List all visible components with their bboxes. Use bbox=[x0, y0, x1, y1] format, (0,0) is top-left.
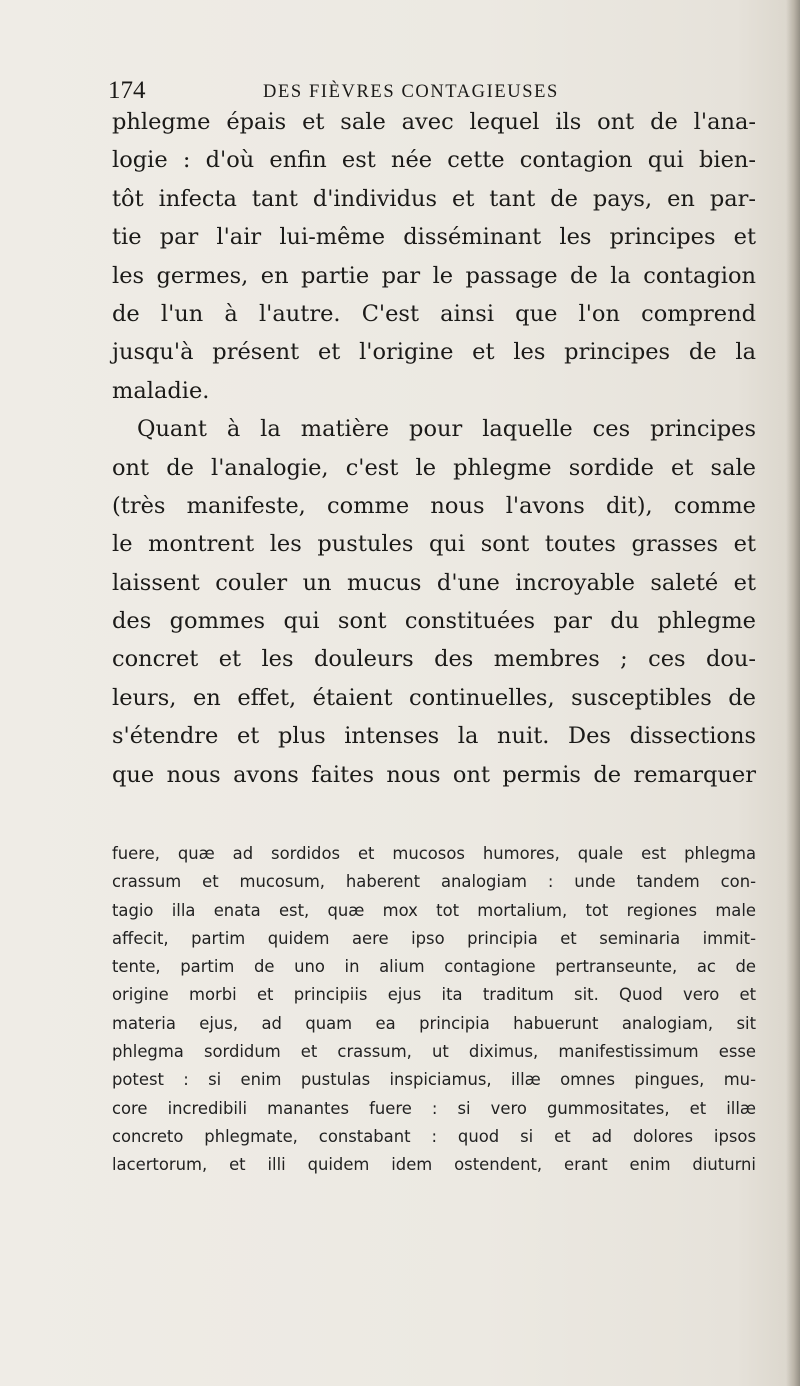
page-edge-shadow bbox=[786, 0, 800, 1386]
french-translation-text bbox=[112, 103, 756, 794]
latin-original-text bbox=[112, 840, 756, 1180]
french-line: les germes, en partie par le passage de la contagion bbox=[112, 262, 756, 289]
french-line: des gommes qui sont constituées par du phlegme bbox=[112, 608, 756, 635]
french-line: tie par l'air lui-même disséminant les principes et bbox=[112, 224, 756, 251]
french-line: logie : d'où enfin est née cette contagion qui bien- bbox=[112, 147, 756, 174]
latin-line: phlegma sordidum et crassum, ut diximus, manifestissimum esse bbox=[112, 1042, 756, 1062]
latin-line: tagio illa enata est, quæ mox tot mortalium, tot regiones male bbox=[112, 900, 756, 920]
french-line: Quant à la matière pour laquelle ces principes bbox=[137, 416, 756, 443]
latin-line: affecit, partim quidem aere ipso principia et seminaria immit- bbox=[112, 928, 756, 948]
latin-line: lacertorum, et illi quidem idem ostendent, erant enim diuturni bbox=[112, 1155, 756, 1175]
french-line: laissent couler un mucus d'une incroyable saleté et bbox=[112, 569, 756, 596]
latin-line: concreto phlegmate, constabant : quod si et ad dolores ipsos bbox=[112, 1126, 756, 1146]
french-line: ont de l'analogie, c'est le phlegme sordide et sale bbox=[112, 454, 756, 481]
latin-line: materia ejus, ad quam ea principia habuerunt analogiam, sit bbox=[112, 1013, 756, 1033]
french-line: maladie. bbox=[112, 377, 210, 404]
french-line: s'étendre et plus intenses la nuit. Des dissections bbox=[112, 723, 756, 750]
page-number: 174 bbox=[108, 77, 146, 104]
french-line: jusqu'à présent et l'origine et les principes de la bbox=[112, 339, 756, 366]
french-line: leurs, en effet, étaient continuelles, susceptibles de bbox=[112, 684, 756, 711]
french-line: de l'un à l'autre. C'est ainsi que l'on comprend bbox=[112, 300, 756, 327]
running-head bbox=[108, 76, 688, 106]
latin-line: fuere, quæ ad sordidos et mucosos humores, quale est phlegma bbox=[112, 844, 756, 863]
latin-line: tente, partim de uno in alium contagione pertranseunte, ac de bbox=[112, 957, 756, 977]
running-title: DES FIÈVRES CONTAGIEUSES bbox=[263, 82, 559, 102]
french-line: (très manifeste, comme nous l'avons dit), comme bbox=[112, 492, 756, 519]
french-line: le montrent les pustules qui sont toutes grasses et bbox=[112, 531, 756, 558]
latin-line: potest : si enim pustulas inspiciamus, illæ omnes pingues, mu- bbox=[112, 1070, 756, 1090]
latin-line: core incredibili manantes fuere : si vero gummositates, et illæ bbox=[112, 1098, 756, 1118]
french-line: tôt infecta tant d'individus et tant de pays, en par- bbox=[112, 185, 756, 212]
french-line: phlegme épais et sale avec lequel ils ont de l'ana- bbox=[112, 109, 756, 135]
latin-line: origine morbi et principiis ejus ita traditum sit. Quod vero et bbox=[112, 985, 756, 1005]
latin-line: crassum et mucosum, haberent analogiam : unde tandem con- bbox=[112, 872, 756, 892]
french-line: concret et les douleurs des membres ; ces dou- bbox=[112, 646, 756, 673]
french-line: que nous avons faites nous ont permis de remarquer bbox=[112, 761, 756, 788]
